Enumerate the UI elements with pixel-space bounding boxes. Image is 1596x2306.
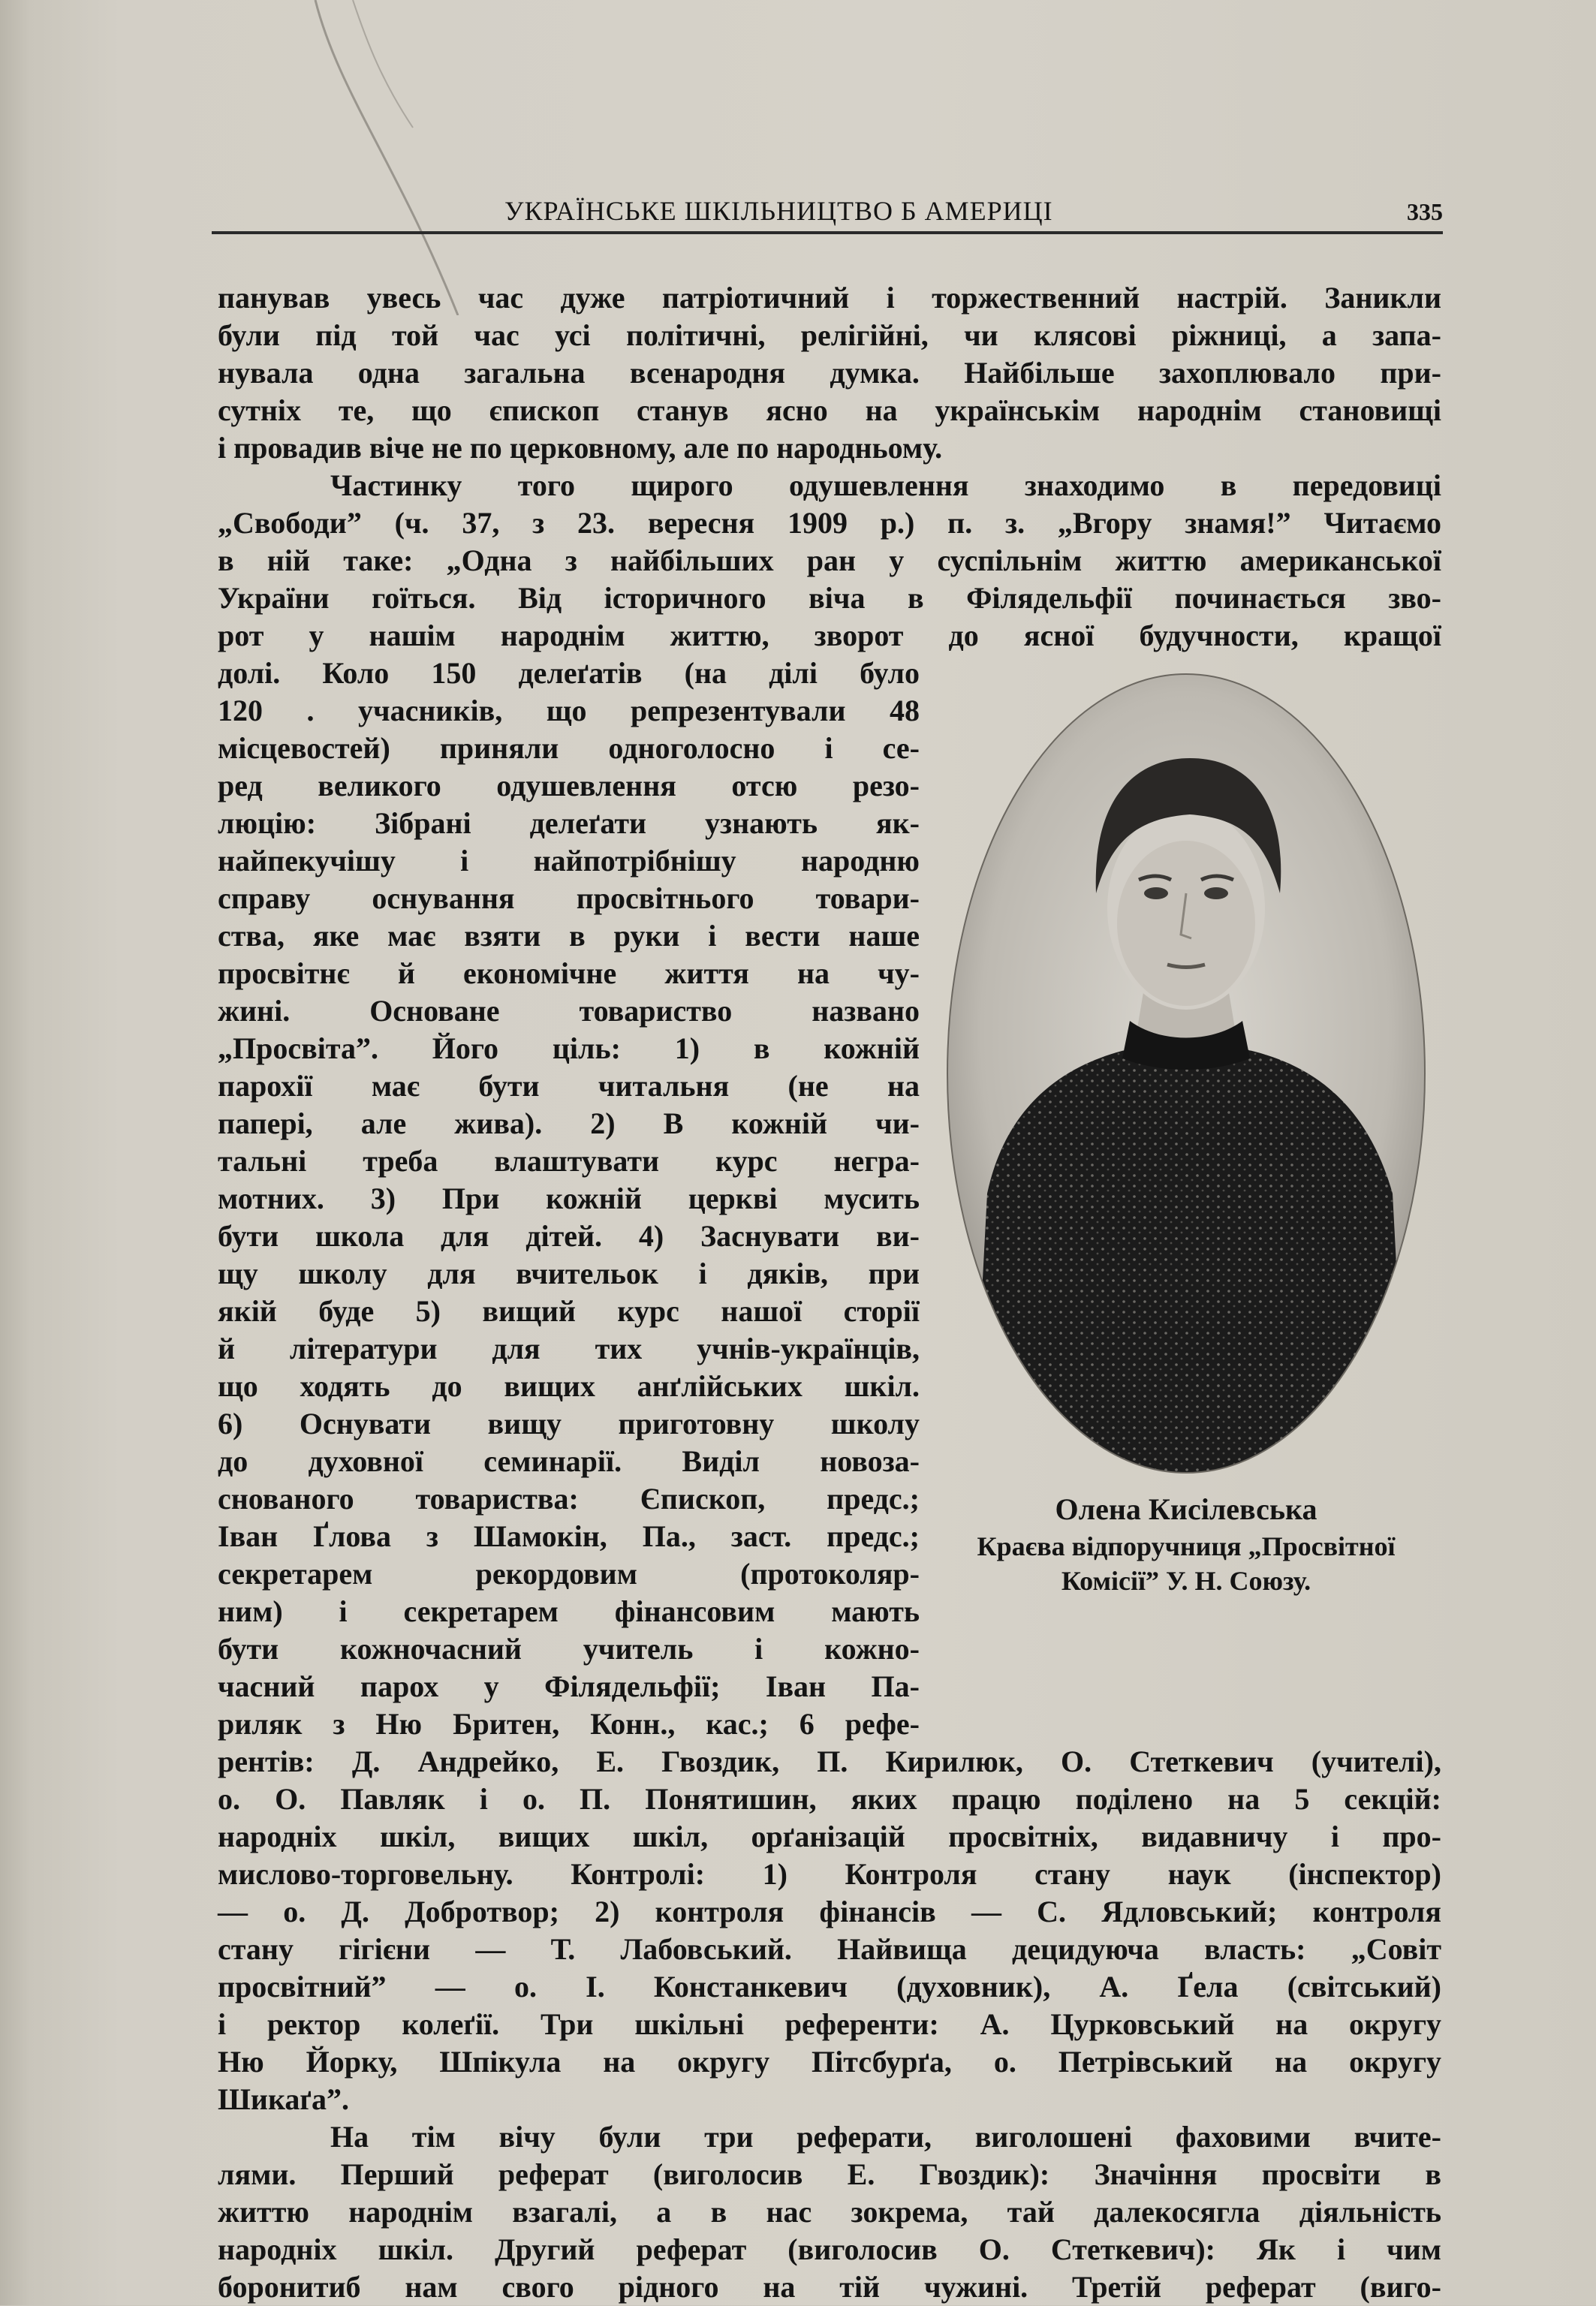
text-line: просвітнє й економічне життя на чу-: [218, 956, 920, 990]
text-line: що ходять до вищих анґлійських шкіл.: [218, 1369, 920, 1403]
text-line: нувала одна загальна всенародня думка. Найбільше захоплювало при-: [218, 356, 1441, 390]
text-line: бути школа для дітей. 4) Заснувати ви-: [218, 1219, 920, 1253]
text-line: ним) і секретарем фінансовим мають: [218, 1594, 920, 1628]
text-line: просвітний” — о. І. Констанкевич (духовник), А. Ґела (світський): [218, 1970, 1441, 2003]
text-line: жині. Основане товариство названо: [218, 994, 920, 1028]
text-line: народніх шкіл. Другий реферат (виголосив О. Стеткевич): Як і чим: [218, 2232, 1441, 2266]
text-line: снованого товариства: Єпископ, предс.;: [218, 1482, 920, 1516]
text-line: На тім вічу були три реферати, виголошені фаховими вчите-: [330, 2120, 1441, 2154]
text-line: лями. Перший реферат (виголосив Е. Гвоздик): Значіння просвіти в: [218, 2157, 1441, 2191]
text-line: Частинку того щирого одушевлення знаходимо в передовиці: [330, 468, 1441, 502]
text-line: стану гігієни — Т. Лабовський. Найвища децидуюча власть: „Совіт: [218, 1932, 1441, 1966]
paragraph-3: [218, 2118, 1441, 2306]
text-line: риляк з Ню Бритен, Конн., кас.; 6 рефе-: [218, 1707, 920, 1741]
text-line: „Просвіта”. Його ціль: 1) в кожній: [218, 1031, 920, 1065]
text-line: тальні треба влаштувати курс негра-: [218, 1144, 920, 1178]
text-line: парохії має бути читальня (не на: [218, 1069, 920, 1103]
running-title: УКРАЇНСЬКЕ ШКІЛЬНИЦТВО Б АМЕРИЦІ: [504, 196, 1053, 226]
text-line: „Свободи” (ч. 37, з 23. вересня 1909 р.) п. з. „Вгору знамя!” Читаємо: [218, 506, 1441, 540]
text-line: — о. Д. Добротвор; 2) контроля фінансів — С. Ядловський; контроля: [218, 1895, 1441, 1928]
text-line: мотних. 3) При кожній церкві мусить: [218, 1182, 920, 1215]
text-line: місцевостей) приняли одноголосно і се-: [218, 731, 920, 765]
portrait-caption: [938, 1490, 1434, 1598]
text-line: панував увесь час дуже патріотичний і торжественний настрій. Заникли: [218, 281, 1441, 315]
text-line: були під той час усі політичні, релігійні, чи клясові ріжниці, а запа-: [218, 318, 1441, 352]
caption-line: Краєва відпоручниця „Просвітної: [977, 1531, 1396, 1561]
page-crease-mark: [308, 0, 488, 315]
text-line: і провадив віче не по церковному, але по народньому.: [218, 431, 943, 465]
paragraph-1: [218, 279, 1441, 467]
text-line: ства, яке має взяти в руки і вести наше: [218, 919, 920, 953]
caption-line: Комісії” У. Н. Союзу.: [1061, 1566, 1311, 1596]
text-line: о. О. Павляк і о. П. Понятишин, яких працю поділено на 5 секцій:: [218, 1782, 1441, 1816]
text-line: найпекучішу і найпотрібнішу народню: [218, 844, 920, 878]
text-line: рот у нашім народнім життю, зворот до ясної будучности, кращої: [218, 619, 1441, 652]
text-line: мислово-торговельну. Контролі: 1) Контроля стану наук (інспектор): [218, 1857, 1441, 1891]
text-line: долі. Коло 150 делеґатів (на ділі було: [218, 656, 920, 690]
text-line: справу оснування просвітнього товари-: [218, 881, 920, 915]
text-line: бути кожночасний учитель і кожно-: [218, 1632, 920, 1666]
text-line: ред великого одушевлення отсю резо-: [218, 769, 920, 802]
text-line: щу школу для вчительок і дяків, при: [218, 1257, 920, 1290]
caption-name: Олена Кисілевська: [1055, 1492, 1317, 1526]
text-line: секретарем рекордовим (протоколяр-: [218, 1557, 920, 1591]
text-line: боронитиб нам свого рідного на тій чужині. Третій реферат (виго-: [218, 2270, 1441, 2304]
text-line: люцію: Зібрані делеґати узнають як-: [218, 806, 920, 840]
text-line: до духовної семинарії. Виділ новоза-: [218, 1444, 920, 1478]
paragraph-2-bottom: [218, 1743, 1441, 2118]
text-line: Шикаґа”.: [218, 2082, 349, 2116]
portrait-image: [942, 668, 1430, 1479]
paragraph-2-top: [218, 467, 1441, 692]
text-line: України гоїться. Від історичного віча в Філядельфії починається зво-: [218, 581, 1441, 615]
text-line: часний парох у Філядельфії; Іван Па-: [218, 1669, 920, 1703]
text-line: 120 . учасників, що репрезентували 48: [218, 694, 920, 727]
text-line: сутніх те, що єпископ станув ясно на українськім народнім становищі: [218, 393, 1441, 427]
text-line: якій буде 5) вищий курс нашої сторії: [218, 1294, 920, 1328]
text-line: життю народнім взагалі, а в нас зокрема, тай далекосягла діяльність: [218, 2195, 1441, 2229]
paragraph-2-column: [218, 692, 920, 1743]
text-line: рентів: Д. Андрейко, Е. Гвоздик, П. Кирилюк, О. Стеткевич (учителі),: [218, 1745, 1441, 1778]
text-line: народніх шкіл, вищих шкіл, орґанізацій просвітніх, видавничу і про-: [218, 1820, 1441, 1853]
page-header: [212, 191, 1443, 234]
portrait-photo: [942, 668, 1430, 1479]
text-line: Ню Йорку, Шпікула на округу Пітсбурґа, о. Петрівський на округу: [218, 2045, 1441, 2079]
page-number: 335: [1407, 198, 1443, 225]
text-line: папері, але жива). 2) В кожній чи-: [218, 1106, 920, 1140]
text-line: Іван Ґлова з Шамокін, Па., заст. предс.;: [218, 1519, 920, 1553]
text-line: й літератури для тих учнів-українців,: [218, 1332, 920, 1365]
text-line: і ректор колеґії. Три шкільні референти: А. Цурковський на округу: [218, 2007, 1441, 2041]
text-line: в ній таке: „Одна з найбільших ран у суспільнім життю американської: [218, 543, 1441, 577]
text-line: 6) Оснувати вищу приготовну школу: [218, 1407, 920, 1440]
